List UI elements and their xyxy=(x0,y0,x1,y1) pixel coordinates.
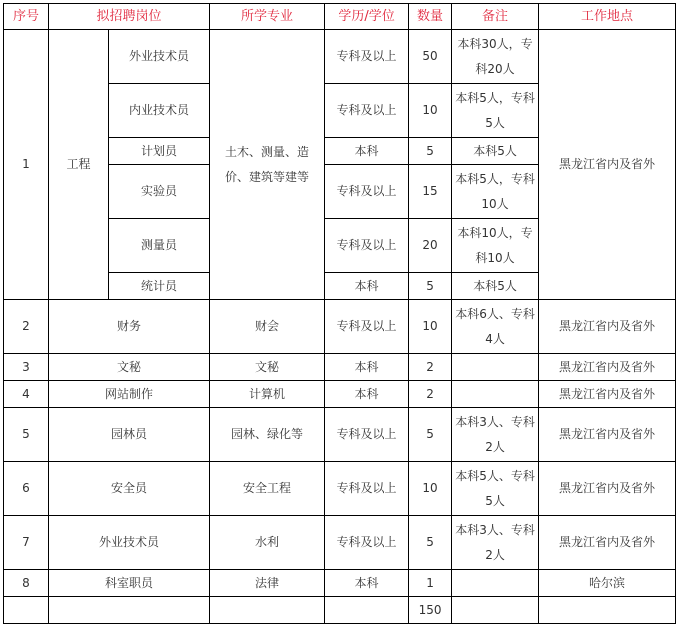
position-title: 财务 xyxy=(49,300,210,354)
row-index: 4 xyxy=(4,381,49,408)
note-cell: 本科3人、专科2人 xyxy=(452,408,539,462)
count-cell: 2 xyxy=(409,354,452,381)
note-cell: 本科30人，专科20人 xyxy=(452,30,539,84)
header-index: 序号 xyxy=(4,4,49,30)
count-cell: 1 xyxy=(409,570,452,597)
row-index: 8 xyxy=(4,570,49,597)
total-row xyxy=(4,597,676,624)
education-cell: 本科 xyxy=(325,273,409,300)
table-row xyxy=(4,354,676,381)
position-title: 外业技术员 xyxy=(49,516,210,570)
education-cell: 专科及以上 xyxy=(325,516,409,570)
table-row xyxy=(4,462,676,516)
header-count: 数量 xyxy=(409,4,452,30)
header-row xyxy=(4,4,676,30)
note-cell xyxy=(452,354,539,381)
major-cell: 文秘 xyxy=(210,354,325,381)
row-index: 3 xyxy=(4,354,49,381)
row-index: 6 xyxy=(4,462,49,516)
note-cell: 本科3人、专科2人 xyxy=(452,516,539,570)
major-cell: 土木、测量、造价、建筑等建等 xyxy=(210,30,325,300)
education-cell: 本科 xyxy=(325,138,409,165)
table-row xyxy=(4,381,676,408)
major-cell: 计算机 xyxy=(210,381,325,408)
position-title: 外业技术员 xyxy=(109,30,210,84)
location-cell: 黑龙江省内及省外 xyxy=(539,300,676,354)
position-title: 安全员 xyxy=(49,462,210,516)
note-cell: 本科5人，专科5人 xyxy=(452,84,539,138)
recruitment-table xyxy=(3,3,676,624)
note-cell: 本科5人、专科5人 xyxy=(452,462,539,516)
education-cell: 专科及以上 xyxy=(325,462,409,516)
position-title: 文秘 xyxy=(49,354,210,381)
count-cell: 10 xyxy=(409,462,452,516)
major-cell: 安全工程 xyxy=(210,462,325,516)
count-cell: 5 xyxy=(409,408,452,462)
location-cell: 黑龙江省内及省外 xyxy=(539,30,676,300)
row-index: 1 xyxy=(4,30,49,300)
education-cell: 专科及以上 xyxy=(325,300,409,354)
note-cell: 本科5人，专科10人 xyxy=(452,165,539,219)
position-title: 实验员 xyxy=(109,165,210,219)
major-cell: 法律 xyxy=(210,570,325,597)
position-title: 计划员 xyxy=(109,138,210,165)
education-cell: 专科及以上 xyxy=(325,219,409,273)
location-cell: 黑龙江省内及省外 xyxy=(539,381,676,408)
total-note xyxy=(452,597,539,624)
note-cell: 本科10人，专科10人 xyxy=(452,219,539,273)
note-cell: 本科6人、专科4人 xyxy=(452,300,539,354)
count-cell: 5 xyxy=(409,516,452,570)
total-index xyxy=(4,597,49,624)
header-position: 拟招聘岗位 xyxy=(49,4,210,30)
education-cell: 专科及以上 xyxy=(325,408,409,462)
row-index: 7 xyxy=(4,516,49,570)
header-location: 工作地点 xyxy=(539,4,676,30)
count-cell: 10 xyxy=(409,300,452,354)
note-cell xyxy=(452,381,539,408)
header-major: 所学专业 xyxy=(210,4,325,30)
total-count: 150 xyxy=(409,597,452,624)
total-location xyxy=(539,597,676,624)
major-cell: 水利 xyxy=(210,516,325,570)
count-cell: 10 xyxy=(409,84,452,138)
position-title: 内业技术员 xyxy=(109,84,210,138)
location-cell: 黑龙江省内及省外 xyxy=(539,354,676,381)
count-cell: 5 xyxy=(409,138,452,165)
note-cell xyxy=(452,570,539,597)
note-cell: 本科5人 xyxy=(452,273,539,300)
table-row xyxy=(4,300,676,354)
education-cell: 本科 xyxy=(325,354,409,381)
table-row xyxy=(4,570,676,597)
count-cell: 5 xyxy=(409,273,452,300)
major-cell: 财会 xyxy=(210,300,325,354)
total-education xyxy=(325,597,409,624)
total-major xyxy=(210,597,325,624)
table-row xyxy=(4,408,676,462)
count-cell: 2 xyxy=(409,381,452,408)
header-note: 备注 xyxy=(452,4,539,30)
row-index: 5 xyxy=(4,408,49,462)
education-cell: 本科 xyxy=(325,570,409,597)
count-cell: 20 xyxy=(409,219,452,273)
table-row xyxy=(4,30,676,84)
location-cell: 黑龙江省内及省外 xyxy=(539,462,676,516)
location-cell: 黑龙江省内及省外 xyxy=(539,408,676,462)
total-position xyxy=(49,597,210,624)
position-title: 测量员 xyxy=(109,219,210,273)
note-cell: 本科5人 xyxy=(452,138,539,165)
count-cell: 15 xyxy=(409,165,452,219)
position-title: 网站制作 xyxy=(49,381,210,408)
position-category: 工程 xyxy=(49,30,109,300)
education-cell: 专科及以上 xyxy=(325,30,409,84)
education-cell: 本科 xyxy=(325,381,409,408)
education-cell: 专科及以上 xyxy=(325,165,409,219)
row-index: 2 xyxy=(4,300,49,354)
position-title: 园林员 xyxy=(49,408,210,462)
location-cell: 黑龙江省内及省外 xyxy=(539,516,676,570)
location-cell: 哈尔滨 xyxy=(539,570,676,597)
header-education: 学历/学位 xyxy=(325,4,409,30)
count-cell: 50 xyxy=(409,30,452,84)
position-title: 统计员 xyxy=(109,273,210,300)
table-row xyxy=(4,516,676,570)
major-cell: 园林、绿化等 xyxy=(210,408,325,462)
position-title: 科室职员 xyxy=(49,570,210,597)
education-cell: 专科及以上 xyxy=(325,84,409,138)
